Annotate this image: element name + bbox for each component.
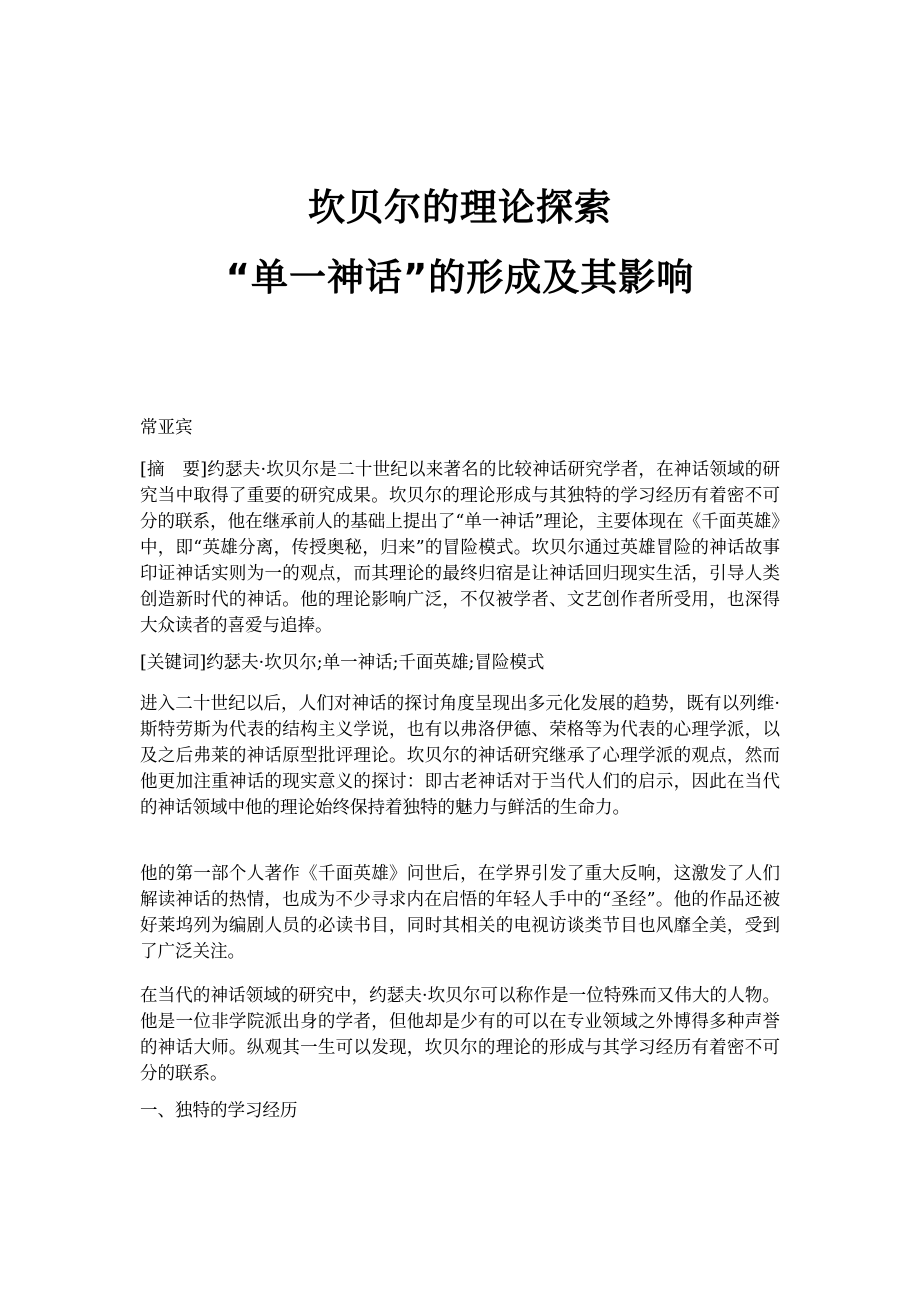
- document-subtitle: “单一神话”的形成及其影响: [225, 256, 695, 299]
- keywords-line: [关键词]约瑟夫·坎贝尔;单一神话;千面英雄;冒险模式: [140, 653, 545, 673]
- abstract-paragraph: [摘 要]约瑟夫·坎贝尔是二十世纪以来著名的比较神话研究学者，在神话领域的研究当中取得了重要的研究成果。坎贝尔的理论形成与其独特的学习经历有着密不可分的联系，他在继承前人的基础上提出了“单一神话”理论，主要体现在《千面英雄》中，即“英雄分离，传授奥秘，归来”的冒险模式。坎贝尔通过英雄冒险的神话故事印证神话实则为一的观点，而其理论的最终归宿是让神话回归现实生活，引导人类创造新时代的神话。他的理论影响广泛，不仅被学者、文艺创作者所受用，也深得大众读者的喜爱与追捧。: [140, 460, 780, 636]
- body-paragraph: 在当代的神话领域的研究中，约瑟夫·坎贝尔可以称作是一位特殊而又伟大的人物。他是一位非学院派出身的学者，但他却是少有的可以在专业领域之外博得多种声誉的神话大师。纵观其一生可以发现，坎贝尔的理论的形成与其学习经历有着密不可分的联系。: [140, 986, 780, 1084]
- body-paragraph: 他的第一部个人著作《千面英雄》问世后，在学界引发了重大反响，这激发了人们解读神话的热情，也成为不少寻求内在启悟的年轻人手中的“圣经”。他的作品还被好莱坞列为编剧人员的必读书目，同时其相关的电视访谈类节目也风靡全美，受到了广泛关注。: [140, 864, 780, 962]
- author-name: 常亚宾: [140, 418, 193, 438]
- body-paragraph: 进入二十世纪以后，人们对神话的探讨角度呈现出多元化发展的趋势，既有以列维·斯特劳斯为代表的结构主义学说，也有以弗洛伊德、荣格等为代表的心理学派，以及之后弗莱的神话原型批评理论。坎贝尔的神话研究继承了心理学派的观点，然而他更加注重神话的现实意义的探讨：即古老神话对于当代人们的启示，因此在当代的神话领域中他的理论始终保持着独特的魅力与鲜活的生命力。: [140, 694, 780, 818]
- document-title: 坎贝尔的理论探索: [308, 186, 612, 229]
- section-heading: 一、独特的学习经历: [140, 1101, 298, 1121]
